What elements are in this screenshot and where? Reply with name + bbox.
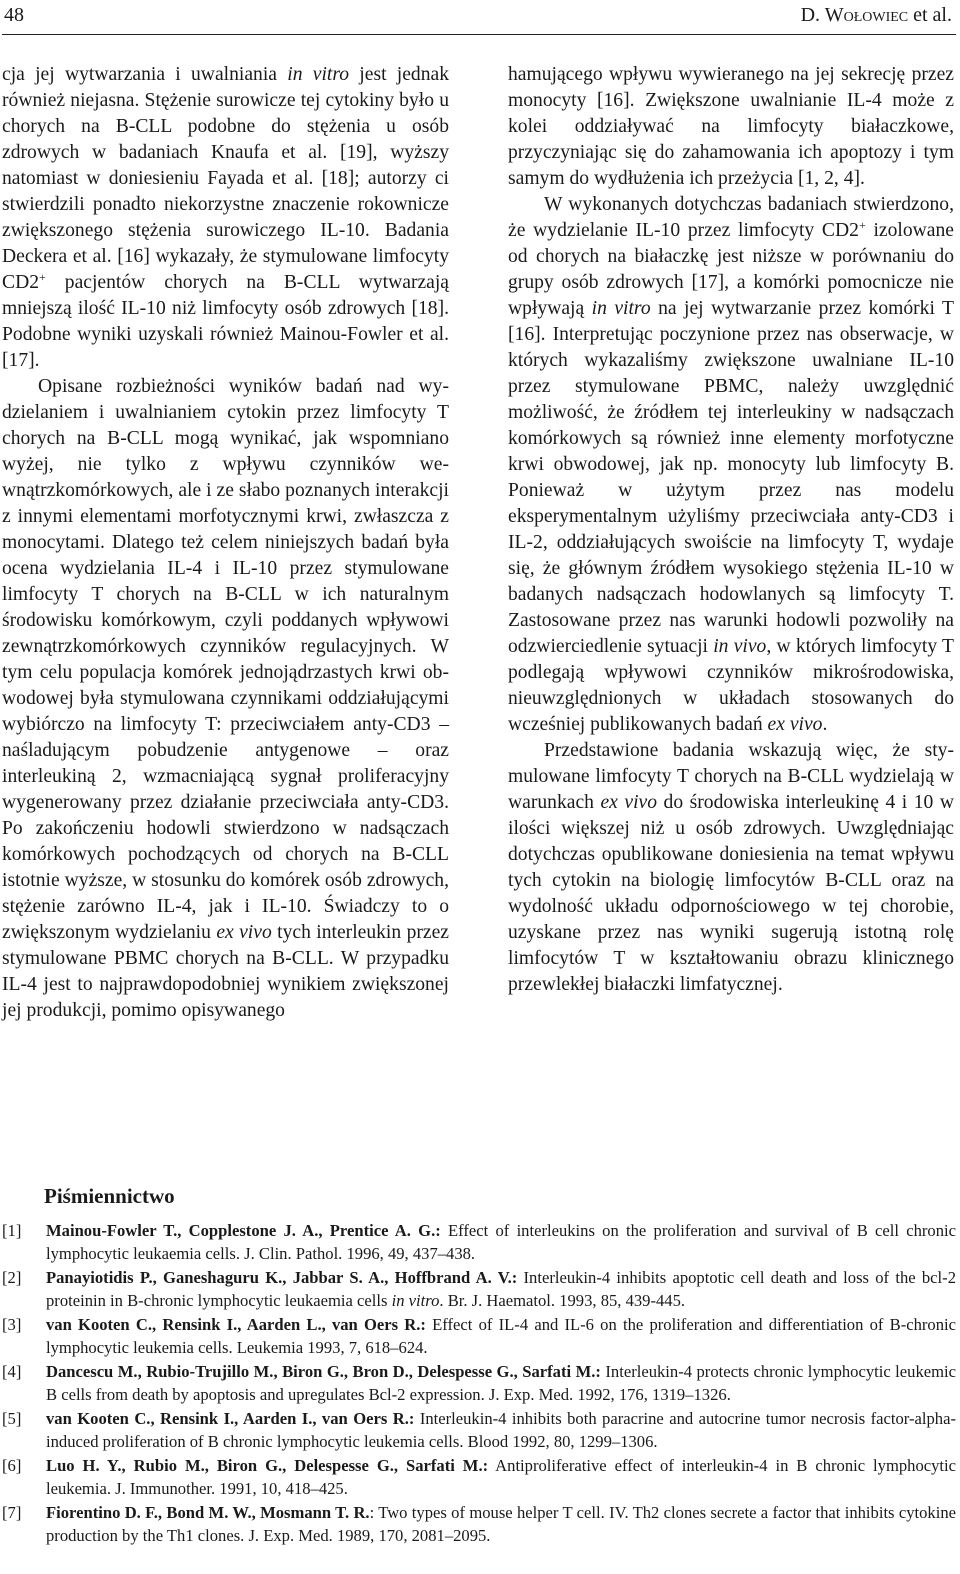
paragraph (508, 738, 954, 998)
text-run: . (822, 714, 828, 735)
reference-text (46, 1219, 956, 1265)
reference-text (46, 1501, 956, 1547)
reference-text (46, 1454, 956, 1500)
italic-text: ex vivo (767, 714, 823, 735)
reference-item (0, 1313, 956, 1359)
reference-number: [6] (2, 1456, 22, 1475)
text-run: : Two types of mouse helper T cell. IV. Th2 clones secrete a factor that inhibits cytokine production by the Th1 clones. J. Exp. Med. 1989, 170, 2081–2095. (46, 1503, 956, 1545)
reference-authors: Mainou-Fowler T., Copplestone J. A., Prentice A. G.: (46, 1221, 441, 1240)
superscript: + (39, 270, 46, 284)
superscript: + (858, 218, 866, 232)
reference-authors: van Kooten C., Rensink I., Aarden I., van Oers R.: (46, 1409, 415, 1428)
reference-number: [7] (2, 1503, 22, 1522)
references-heading: Piśmiennictwo (44, 1184, 175, 1208)
reference-authors: Luo H. Y., Rubio M., Biron G., Delespesse G., Sarfati M.: (46, 1456, 489, 1475)
reference-authors: Dancescu M., Rubio-Trujillo M., Biron G., Bron D., Delespesse G., Sarfati M.: (46, 1362, 601, 1381)
reference-number: [3] (2, 1315, 22, 1334)
reference-item (0, 1454, 956, 1500)
reference-text (46, 1266, 956, 1312)
text-run: Przedstawione badania wskazują więc, że stymulowane limfocyty T chorych na B-CLL wydzielają w warunkach (508, 740, 954, 813)
right-column (508, 62, 954, 998)
left-column (2, 62, 449, 1024)
reference-item (0, 1266, 956, 1312)
text-run: jest jednak również niejasna. Stężenie surowicze tej cytokiny było u chorych na B-CLL podobne do stężenia u osób zdrowych w badaniach Knaufa et al. [19], wyższy natomiast w doniesieniu Fayada et al. [18]; autorzy ci stwierdzili ponadto niekorzystne znaczenie rokownicze zwiększonego stężenia surowiczego IL-10. Badania Deckera et al. [16] wykazały, że stymulowane limfocyty CD2 (2, 64, 450, 293)
text-run: , w których limfocyty T podlegają wpływowi czynników mikrośrodowiska, nieuwzględnionych w układach stosowanych do wcześniej publikowanych badań (508, 636, 955, 735)
references-list (0, 1219, 956, 1548)
text-run: tych interleukin przez stymulowane PBMC chorych na B-CLL. W przypadku IL-4 jest to najprawdopodobniej wynikiem zwiększonej jej produkcji, pomimo opisywanego (2, 922, 449, 1021)
text-run: do środowiska interleukinę 4 i 10 w ilości większej niż u osób zdrowych. Uwzględniając dotychczas opublikowane doniesienia na temat wpływu tych cytokin na biologię limfocytów B-CLL oraz na wydolność układu odpornościowego w tej chorobie, uzyskane przez nas wyniki sugerują istotną rolę limfocytów T w kształtowaniu obrazu klinicznego przewlekłej białaczki limfatycznej. (508, 792, 954, 995)
italic-text: in vitro (287, 64, 350, 85)
paragraph (508, 192, 954, 738)
reference-text (46, 1407, 956, 1453)
reference-item (0, 1360, 956, 1406)
reference-item (0, 1501, 956, 1547)
text-run: Effect of interleukins on the proliferation and survival of B cell chronic lymphocytic leukaemia cells. J. Clin. Pathol. 1996, 49, 437–438. (46, 1221, 956, 1263)
text-run: Interleukin-4 protects chronic lymphocytic leukemic B cells from death by apoptosis and upregulates Bcl-2 expression. J. Exp. Med. 1992, 176, 1319–1326. (46, 1362, 957, 1404)
reference-number: [1] (2, 1221, 22, 1240)
text-run: na jej wytwarzanie przez komórki T [16]. Interpretując poczynione przez nas obserwacje, w których wykazaliśmy zwiększone uwalniane IL-10 przez stymulowane PBMC, należy uwzględnić możliwość, że źródłem tej interleukiny w nadsączach komórkowych są również inne elementy morfotyczne krwi obwodowej, jak np. monocyty lub limfocyty B. Ponieważ w użytym przez nas modelu eksperymentalnym użyliśmy przeciwciała anty-CD3 i IL-2, oddziałujących swoiście na limfocyty T, wydaje się, że głównym źródłem wysokiego stężenia IL-10 w badanych nadsączach hodowlanych są limfocyty T. Zastosowane przez nas warunki hodowli pozwoliły na odzwierciedlenie sytuacji (508, 298, 954, 657)
reference-authors: Panayiotidis P., Ganeshaguru K., Jabbar S. A., Hoffbrand A. V.: (46, 1268, 518, 1287)
italic-text: in vivo (713, 636, 767, 657)
reference-number: [4] (2, 1362, 22, 1381)
page-number: 48 (4, 4, 24, 26)
text-run: Interleukin-4 inhibits apoptotic cell death and loss of the bcl-2 proteinin in B-chronic lymphocytic leukaemia cells (46, 1268, 956, 1310)
reference-text (46, 1313, 956, 1359)
text-run: Antiproliferative effect of interleukin-4 in B chronic lymphocytic leukemia. J. Immunother. 1991, 10, 418–425. (46, 1456, 956, 1498)
reference-number: [2] (2, 1268, 22, 1287)
reference-item (0, 1219, 956, 1265)
page-header (2, 0, 956, 35)
italic-text: in vitro (591, 298, 651, 319)
paragraph (2, 374, 449, 1024)
text-run: W wykonanych dotychczas badaniach stwierdzono, że wydzielanie IL-10 przez limfocyty CD2 (508, 194, 954, 241)
text-run: izolowane od chorych na białaczkę jest niższe w porównaniu do grupy osób zdrowych [17], a komórki pomocnicze nie wpływają (508, 220, 954, 319)
reference-item (0, 1407, 956, 1453)
italic-text: in vitro (391, 1291, 440, 1310)
italic-text: ex vivo (216, 922, 272, 943)
italic-text: ex vivo (600, 792, 658, 813)
paragraph (508, 62, 954, 192)
text-run: Opisane rozbieżności wyników badań nad wydzielaniem i uwalnianiem cytokin przez limfocyty T chorych na B-CLL mogą wynikać, jak wspomniano wyżej, nie tylko z wpływu czynników wewnątrzkomórkowych, ale i ze słabo poznanych interakcji z innymi elementami morfotycznymi krwi, zwłaszcza z monocytami. Dlatego też celem niniejszych badań była ocena wydzielania IL-4 i IL-10 przez stymulowane limfocyty T chorych na B-CLL w ich naturalnym środowisku komórkowym, czyli poddanych wpływowi zewnątrzkomórkowych czynników regulacyjnych. W tym celu populacja komórek jednojądrzastych krwi obwodowej była stymulowana czynnikami oddziałującymi wybiórczo na limfocyty T: przeciwciałem anty-CD3 – naśladującym pobudzenie antygenowe – oraz interleukiną 2, wzmacniającą sygnał proliferacyjny wygenerowany przez działanie przeciwciała anty-CD3. Po zakończeniu hodowli stwierdzono w nadsączach komórkowych pochodzących od chorych na B-CLL istotnie wyższe, w stosunku do komórek osób zdrowych, stężenie zarówno IL-4, jak i IL-10. Świadczy to o zwiększonym wydzielaniu (2, 376, 449, 943)
paragraph (2, 62, 449, 374)
text-run: Effect of IL-4 and IL-6 on the proliferation and differentiation of B-chronic lymphocytic leukemia cells. Leukemia 1993, 7, 618–624. (46, 1315, 956, 1357)
text-run: pacjentów chorych na B-CLL wytwarzają mniejszą ilość IL-10 niż limfocyty osób zdrowych [18]. Podobne wyniki uzyskali również Mainou-Fowler et al. [17]. (2, 272, 449, 371)
reference-number: [5] (2, 1409, 22, 1428)
text-run: Interleukin-4 inhibits both paracrine and autocrine tumor necrosis factor-alpha-induced proliferation of B chronic lymphocytic leukemia cells. Blood 1992, 80, 1299–1306. (46, 1409, 956, 1451)
reference-text (46, 1360, 956, 1406)
text-run: cja jej wytwarzania i uwalniania (2, 64, 288, 85)
text-run: . Br. J. Haematol. 1993, 85, 439-445. (439, 1291, 686, 1310)
text-run: hamującego wpływu wywieranego na jej sekrecję przez monocyty [16]. Zwiększone uwalnianie IL-4 może z kolei oddziaływać na limfocyty białaczkowe, przyczyniając się do zahamowania ich apoptozy i tym samym do wydłużenia ich przeżycia [1, 2, 4]. (508, 64, 954, 189)
reference-authors: Fiorentino D. F., Bond M. W., Mosmann T. R. (46, 1503, 370, 1522)
running-head: D. Wołowiec et al. (800, 4, 952, 26)
reference-authors: van Kooten C., Rensink I., Aarden L., van Oers R.: (46, 1315, 426, 1334)
